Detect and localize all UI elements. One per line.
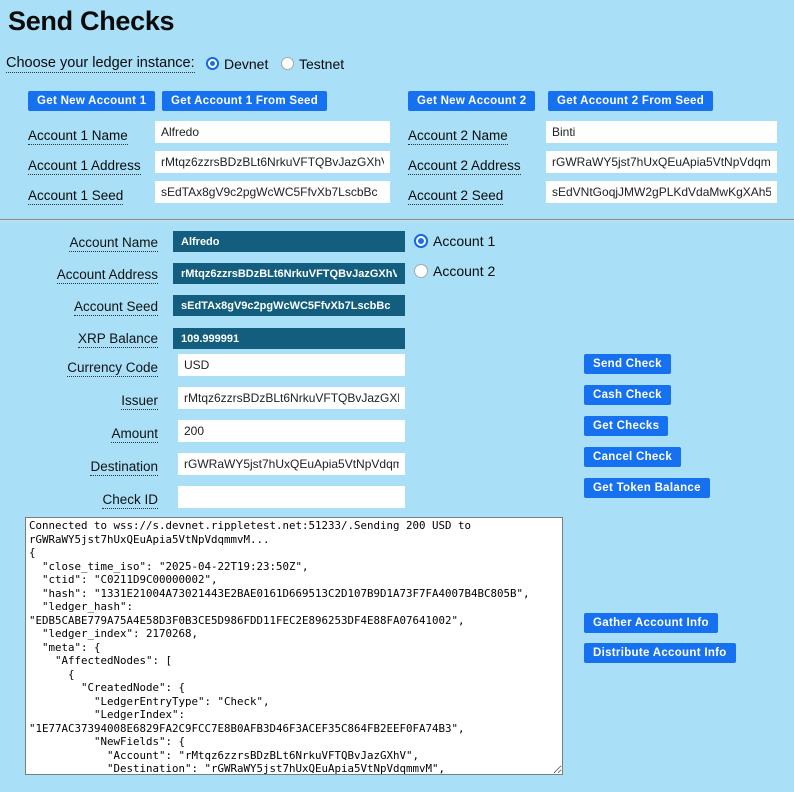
cancel-check-button[interactable]: Cancel Check (584, 447, 681, 467)
devnet-radio-label[interactable]: Devnet (224, 56, 269, 72)
account-address-label: Account Address (56, 267, 158, 282)
xrp-balance-label: XRP Balance (77, 331, 158, 346)
account2-name-input[interactable] (546, 121, 777, 143)
devnet-radio[interactable] (206, 57, 219, 70)
get-checks-button[interactable]: Get Checks (584, 416, 668, 436)
account-name-label: Account Name (69, 235, 158, 250)
xrp-balance-field[interactable] (173, 328, 405, 349)
account1-address-label: Account 1 Address (28, 158, 141, 173)
testnet-radio[interactable] (281, 57, 294, 70)
account2-name-label: Account 2 Name (408, 128, 508, 143)
account1-select-radio[interactable] (414, 234, 428, 248)
issuer-input[interactable] (178, 387, 405, 409)
currency-code-label: Currency Code (67, 360, 158, 375)
destination-input[interactable] (178, 453, 405, 475)
check-id-label: Check ID (102, 492, 158, 507)
amount-label: Amount (111, 426, 158, 441)
account2-select-label[interactable]: Account 2 (433, 263, 496, 279)
account2-address-input[interactable] (546, 151, 777, 173)
amount-input[interactable] (178, 420, 405, 442)
get-account2-from-seed-button[interactable]: Get Account 2 From Seed (548, 91, 713, 111)
currency-code-input[interactable] (178, 354, 405, 376)
account2-select-radio[interactable] (414, 264, 428, 278)
account1-seed-label: Account 1 Seed (28, 188, 124, 203)
output-textarea[interactable] (25, 517, 563, 775)
get-account1-from-seed-button[interactable]: Get Account 1 From Seed (162, 91, 327, 111)
page-title: Send Checks (8, 6, 175, 36)
testnet-radio-label[interactable]: Testnet (299, 56, 345, 72)
issuer-label: Issuer (121, 393, 158, 408)
account-address-field[interactable] (173, 263, 405, 284)
account2-seed-label: Account 2 Seed (408, 188, 504, 203)
get-new-account1-button[interactable]: Get New Account 1 (28, 91, 155, 111)
account1-name-input[interactable] (155, 121, 390, 143)
gather-account-info-button[interactable]: Gather Account Info (584, 613, 718, 633)
account-seed-label: Account Seed (73, 299, 158, 314)
destination-label: Destination (90, 459, 158, 474)
account-name-field[interactable] (173, 231, 405, 252)
account-seed-field[interactable] (173, 295, 405, 316)
account1-select-label[interactable]: Account 1 (433, 233, 496, 249)
send-check-button[interactable]: Send Check (584, 354, 671, 374)
distribute-account-info-button[interactable]: Distribute Account Info (584, 643, 736, 663)
account2-seed-input[interactable] (546, 181, 777, 203)
check-id-input[interactable] (178, 486, 405, 508)
account1-name-label: Account 1 Name (28, 128, 128, 143)
get-new-account2-button[interactable]: Get New Account 2 (408, 91, 535, 111)
account1-seed-input[interactable] (155, 181, 390, 203)
cash-check-button[interactable]: Cash Check (584, 385, 671, 405)
ledger-instance-label: Choose your ledger instance: (6, 55, 195, 71)
account2-address-label: Account 2 Address (408, 158, 521, 173)
account1-address-input[interactable] (155, 151, 390, 173)
get-token-balance-button[interactable]: Get Token Balance (584, 478, 710, 498)
section-divider (0, 219, 794, 221)
